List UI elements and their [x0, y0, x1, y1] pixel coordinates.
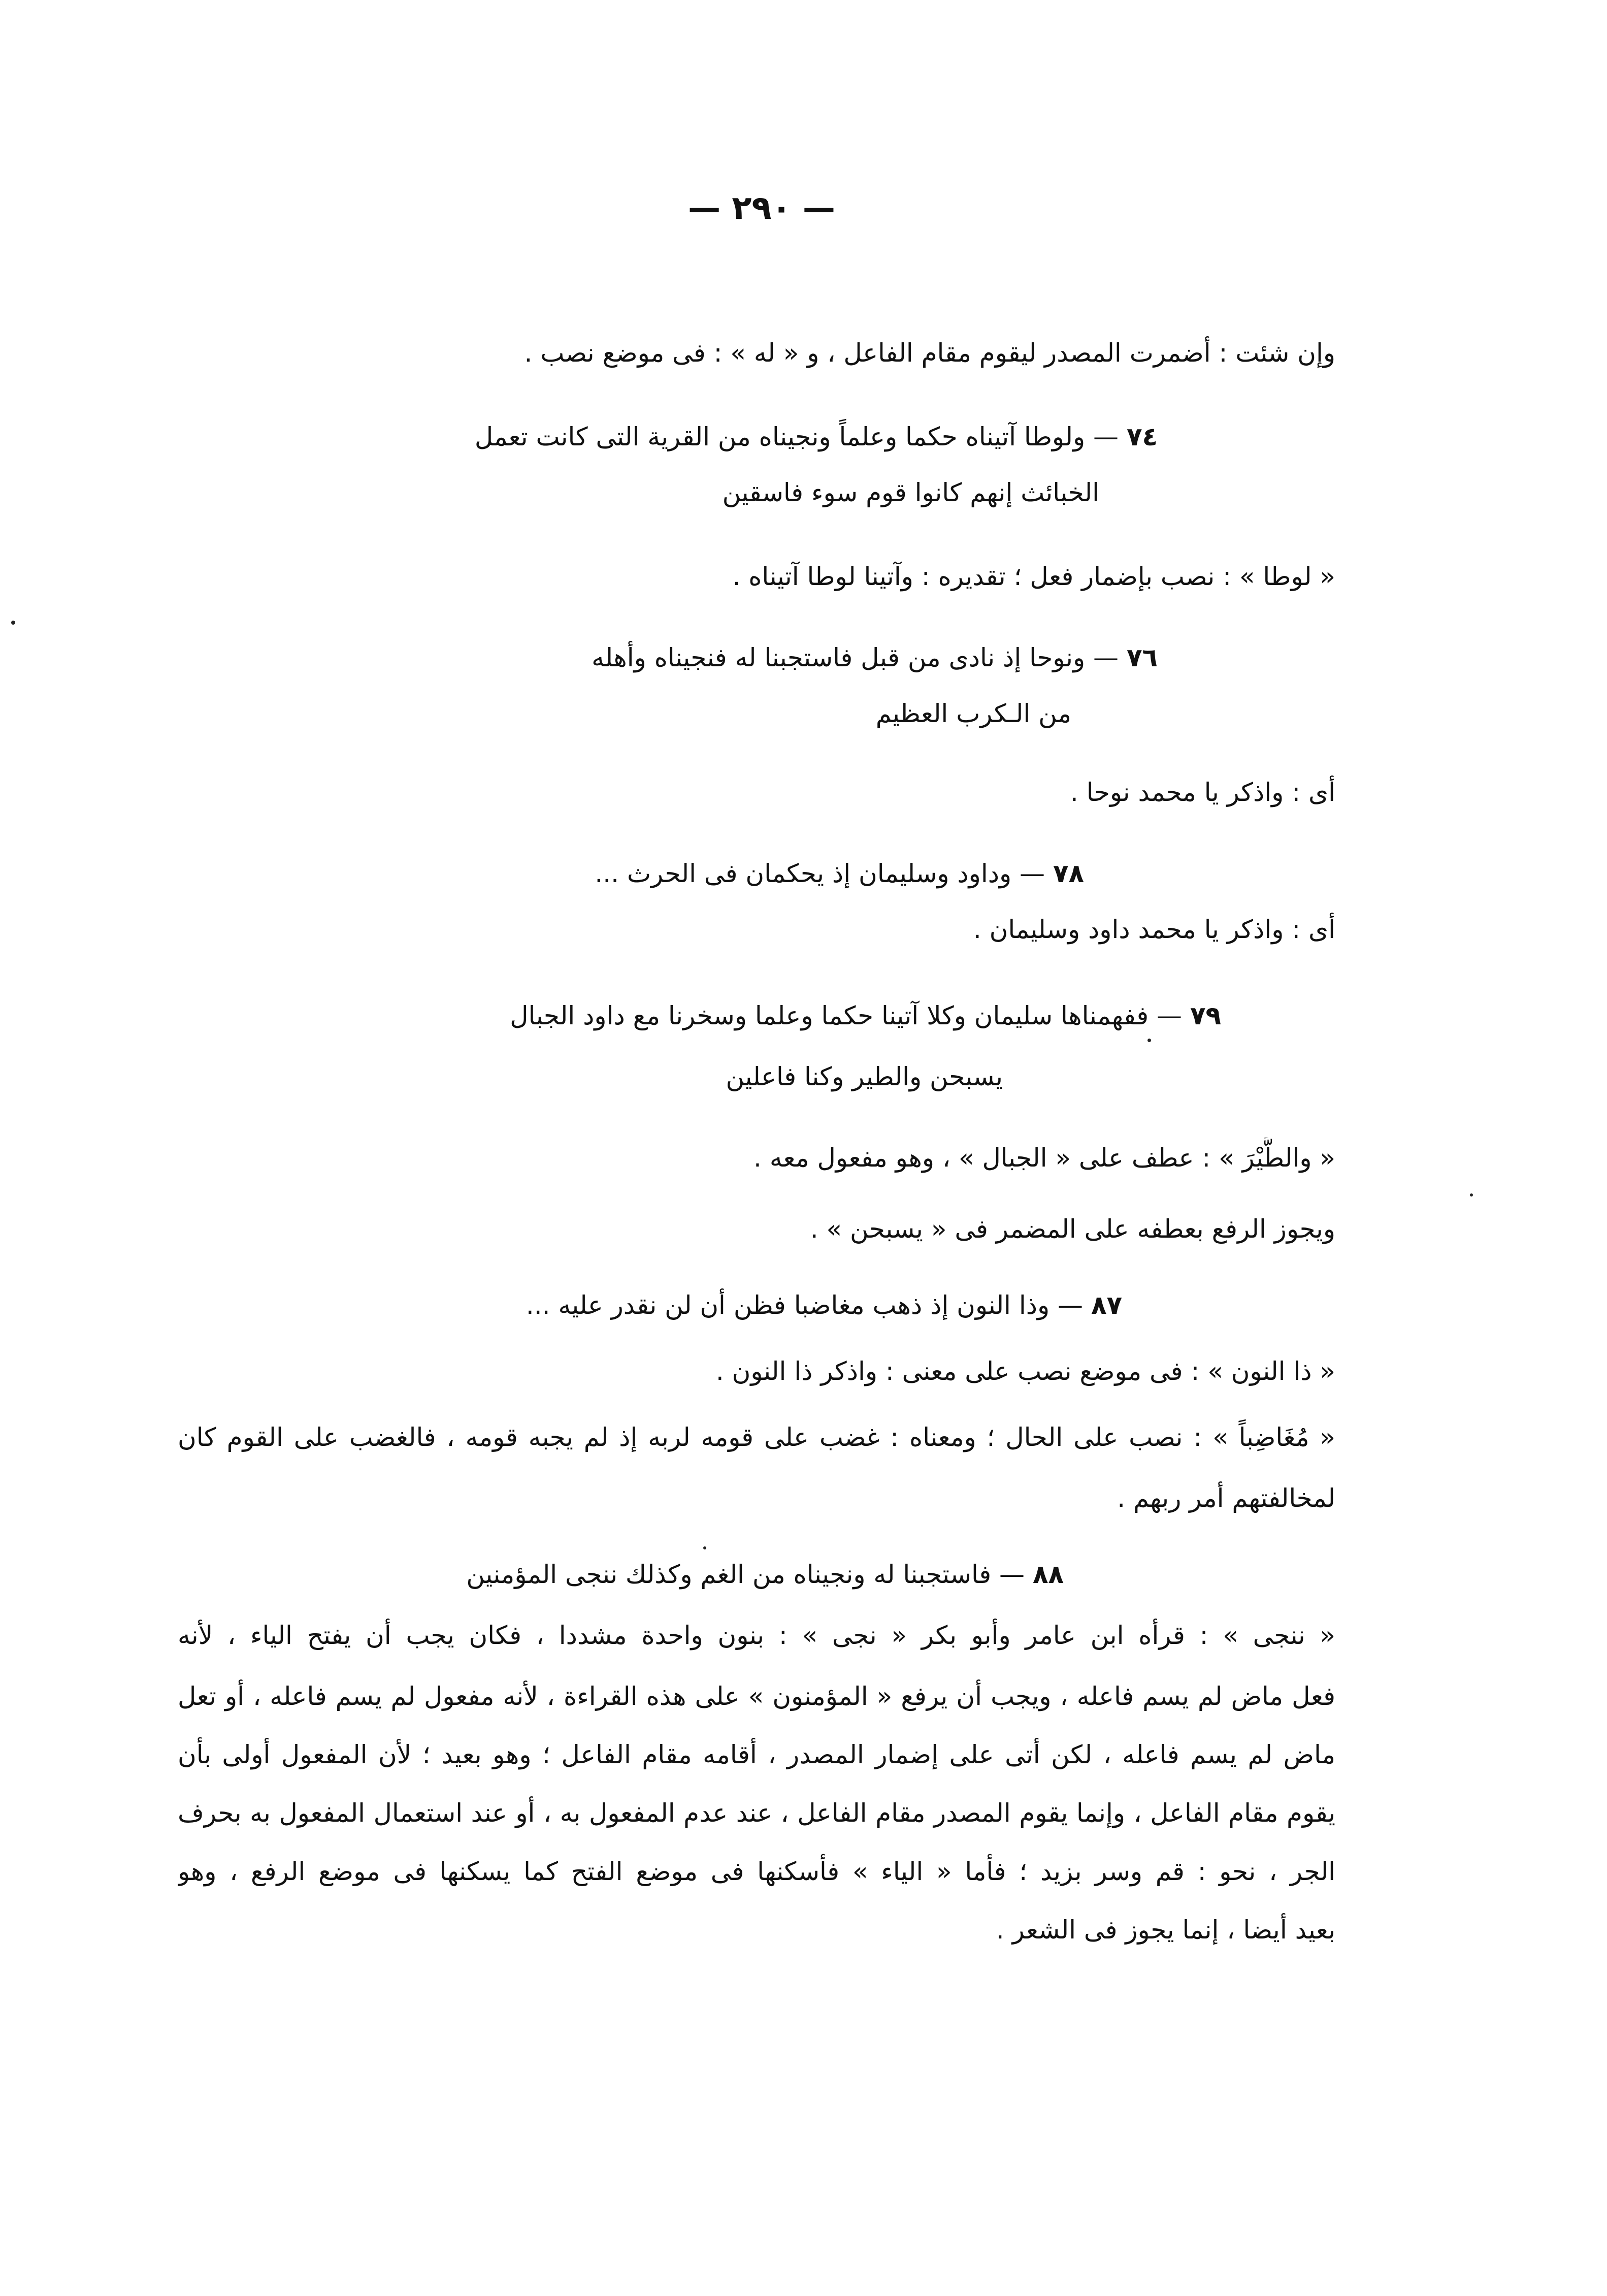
verse-dash: — [1093, 422, 1119, 451]
scan-speck [1147, 1039, 1151, 1042]
verse-dash: — [1058, 1290, 1084, 1320]
verse-74-line-1 [264, 416, 1158, 457]
verse-text: فاستجبنا له ونجيناه من الغم وكذلك ننجى المؤمنين [466, 1560, 992, 1589]
verse-number: ٧٦ [1126, 643, 1158, 672]
verse-text: ونوحا إذ نادى من قبل فاستجبنا له فنجيناه وأهله [592, 643, 1086, 672]
verse-dash: — [999, 1560, 1025, 1589]
commentary-line-2: فعل ماض لم يسم فاعله ، ويجب أن يرفع « المؤمنون » على هذه القراءة ، لأنه مفعول لم يسم فاعله ، أو تعل [178, 1681, 1335, 1711]
verse-76-line-2: من الـكرب العظيم [875, 699, 1071, 728]
scan-speck [11, 621, 15, 625]
verse-number: ٨٨ [1032, 1560, 1064, 1589]
verse-number: ٧٨ [1053, 859, 1084, 888]
verse-text: وداود وسليمان إذ يحكمان فى الحرث ... [595, 859, 1012, 888]
verse-text: وذا النون إذ ذهب مغاضبا فظن أن لن نقدر عليه ... [526, 1290, 1050, 1320]
nun-note: « ذا النون » : فى موضع نصب على معنى : واذكر ذا النون . [715, 1356, 1335, 1386]
tayr-note-2: ويجوز الرفع بعطفه على المضمر فى « يسبحن » . [810, 1214, 1335, 1244]
verse-88-line [302, 1554, 1064, 1595]
verse-text: ففهمناها سليمان وكلا آتينا حكما وعلما وسخرنا مع داود الجبال [510, 1001, 1149, 1030]
mughadib-line-2: لمخالفتهم أمر ربهم . [1117, 1483, 1335, 1513]
verse-number: ٧٩ [1190, 1001, 1221, 1030]
commentary-line-5: الجر ، نحو : قم وسر بزيد ؛ فأما « الياء » فأسكنها فى موضع الفتح كما يسكنها فى موضع الرفع ، وهو [178, 1857, 1335, 1886]
commentary-line-6: بعيد أيضا ، إنما يجوز فى الشعر . [996, 1915, 1335, 1945]
scan-speck [1470, 1193, 1473, 1196]
verse-number: ٨٧ [1091, 1290, 1122, 1320]
verse-78-line [272, 853, 1084, 894]
verse-87-line [259, 1285, 1122, 1325]
page-number: — ٢٩٠ — [688, 189, 835, 227]
commentary-line-1: « ننجى » : قرأه ابن عامر وأبو بكر « نجى » : بنون واحدة مشددا ، فكان يجب أن يفتح الياء ، لأنه [178, 1621, 1335, 1650]
commentary-line-3: ماض لم يسم فاعله ، لكن أتى على إضمار المصدر ، أقامه مقام الفاعل ؛ وهو بعيد ؛ لأن المفعول أولى بأن [178, 1740, 1335, 1769]
verse-dash: — [1093, 643, 1119, 672]
verse-text: ولوطا آتيناه حكما وعلماً ونجيناه من القرية التى كانت تعمل [474, 422, 1086, 451]
mughadib-line-1: « مُغَاضِباً » : نصب على الحال ؛ ومعناه : غضب على قومه لربه إذ لم يجبه قومه ، فالغضب على القوم كان [178, 1422, 1335, 1452]
nuh-note: أى : واذكر يا محمد نوحا . [1070, 778, 1335, 807]
verse-74-line-2: الخبائث إنهم كانوا قوم سوء فاسقين [722, 478, 1099, 507]
verse-79-line-1 [256, 995, 1221, 1036]
verse-dash: — [1020, 859, 1045, 888]
verse-79-line-2: يسبحن والطير وكنا فاعلين [726, 1062, 1003, 1091]
tayr-note-1: « والطَّيْرَ » : عطف على « الجبال » ، وهو مفعول معه . [753, 1143, 1335, 1173]
verse-dash: — [1157, 1001, 1183, 1030]
commentary-line-4: يقوم مقام الفاعل ، وإنما يقوم المصدر مقام الفاعل ، عند عدم المفعول به ، أو عند استعمال المفعول به بحرف [178, 1798, 1335, 1828]
verse-76-line-1 [264, 637, 1158, 678]
dawud-note: أى : واذكر يا محمد داود وسليمان . [973, 915, 1335, 944]
intro-line: وإن شئت : أضمرت المصدر ليقوم مقام الفاعل ، و « له » : فى موضع نصب . [524, 338, 1335, 368]
lutan-note: « لوطا » : نصب بإضمار فعل ؛ تقديره : وآتينا لوطا آتيناه . [732, 562, 1335, 591]
verse-number: ٧٤ [1126, 422, 1158, 451]
scan-speck [703, 1546, 706, 1549]
